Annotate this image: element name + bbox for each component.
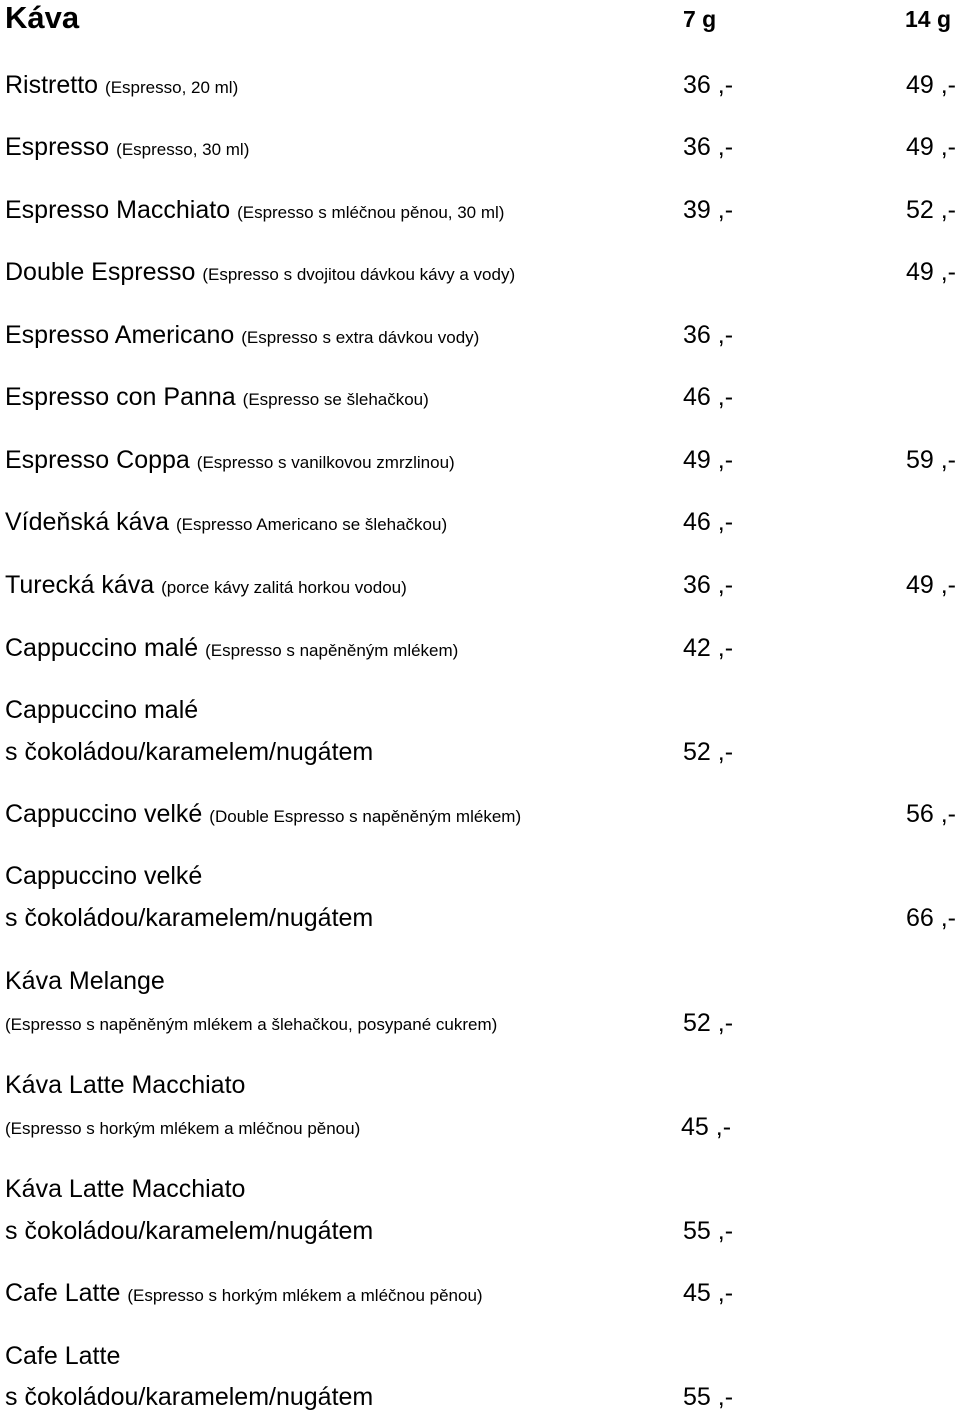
item-name: Cappuccino velké: [5, 862, 203, 890]
item-name: Káva Latte Macchiato: [5, 1175, 246, 1203]
menu-item-kava-latte-macchiato: [0, 1070, 960, 1144]
item-description: (Espresso Americano se šlehačkou): [175, 515, 448, 534]
item-variant: s čokoládou/karamelem/nugátem: [5, 1217, 374, 1245]
price-14g: 49 ,-: [905, 258, 956, 286]
menu-item-cappuccino-male-choco: [0, 695, 960, 769]
menu-item-double-espresso: [0, 257, 960, 289]
menu-item-cappuccino-male: [0, 633, 960, 665]
price-7g: 55 ,-: [683, 1383, 734, 1411]
price-7g: 46 ,-: [683, 508, 734, 536]
item-description: (porce kávy zalitá horkou vodou): [161, 578, 407, 597]
menu-item-espresso: [0, 132, 960, 164]
item-description: (Espresso se šlehačkou): [242, 390, 429, 409]
column-header-14g: 14 g: [904, 6, 951, 32]
price-14g: 52 ,-: [905, 196, 956, 224]
item-variant: s čokoládou/karamelem/nugátem: [5, 738, 374, 766]
menu-item-cappuccino-velke: [0, 799, 960, 831]
item-name: Káva Latte Macchiato: [5, 1071, 246, 1099]
item-name: Cappuccino malé: [5, 696, 199, 724]
menu-item-kava-melange: [0, 966, 960, 1040]
column-header-7g: 7 g: [683, 6, 717, 32]
price-7g: 39 ,-: [683, 196, 734, 224]
item-description: (Espresso s extra dávkou vody): [241, 328, 480, 347]
menu-item-espresso-macchiato: [0, 195, 960, 227]
item-name: Cafe Latte: [5, 1279, 121, 1307]
price-14g: 49 ,-: [905, 133, 956, 161]
price-7g: 52 ,-: [683, 1009, 734, 1037]
item-description: (Espresso s dvojitou dávkou kávy a vody): [202, 265, 516, 284]
price-7g: 52 ,-: [683, 738, 734, 766]
item-description: (Espresso, 20 ml): [105, 78, 239, 97]
price-7g: 45 ,-: [681, 1113, 732, 1141]
price-14g: 66 ,-: [905, 904, 956, 932]
item-description: (Espresso, 30 ml): [116, 140, 250, 159]
menu-item-espresso-americano: [0, 320, 960, 352]
item-description: (Espresso s mléčnou pěnou, 30 ml): [237, 203, 505, 222]
item-name: Espresso: [5, 133, 110, 161]
item-description: (Espresso s napěněným mlékem a šlehačkou, posypané cukrem): [5, 1015, 498, 1034]
item-description: (Espresso s horkým mlékem a mléčnou pěnou): [127, 1286, 483, 1305]
menu-item-espresso-con-panna: [0, 382, 960, 414]
page-title: Káva: [5, 0, 80, 35]
menu-item-espresso-coppa: [0, 445, 960, 477]
item-name: Turecká káva: [5, 571, 155, 599]
item-description: (Espresso s napěněným mlékem): [205, 641, 459, 660]
menu-header: [0, 0, 960, 40]
item-name: Espresso Macchiato: [5, 196, 231, 224]
price-7g: 36 ,-: [683, 571, 734, 599]
price-14g: 49 ,-: [905, 571, 956, 599]
menu-item-cafe-latte: [0, 1278, 960, 1310]
menu-item-ristretto: [0, 70, 960, 102]
price-7g: 42 ,-: [683, 634, 734, 662]
price-14g: 56 ,-: [905, 800, 956, 828]
menu-item-cappuccino-velke-choco: [0, 861, 960, 935]
price-14g: 59 ,-: [905, 446, 956, 474]
item-description: (Double Espresso s napěněným mlékem): [209, 807, 522, 826]
item-name: Espresso Americano: [5, 321, 235, 349]
price-14g: 49 ,-: [905, 71, 956, 99]
menu-item-videnska-kava: [0, 507, 960, 539]
item-variant: s čokoládou/karamelem/nugátem: [5, 1383, 374, 1411]
item-name: Cappuccino velké: [5, 800, 203, 828]
item-name: Espresso Coppa: [5, 446, 190, 474]
item-description: (Espresso s vanilkovou zmrzlinou): [196, 453, 455, 472]
price-7g: 45 ,-: [683, 1279, 734, 1307]
item-name: Vídeňská káva: [5, 508, 169, 536]
price-7g: 36 ,-: [683, 71, 734, 99]
item-name: Espresso con Panna: [5, 383, 236, 411]
menu-item-cafe-latte-choco: [0, 1341, 960, 1413]
price-7g: 36 ,-: [683, 321, 734, 349]
price-7g: 55 ,-: [683, 1217, 734, 1245]
item-name: Double Espresso: [5, 258, 196, 286]
item-variant: s čokoládou/karamelem/nugátem: [5, 904, 374, 932]
price-7g: 46 ,-: [683, 383, 734, 411]
menu-item-turecka-kava: [0, 570, 960, 602]
item-name: Cafe Latte: [5, 1342, 121, 1370]
menu-item-kava-latte-macchiato-choco: [0, 1174, 960, 1248]
item-name: Cappuccino malé: [5, 634, 199, 662]
item-name: Ristretto: [5, 71, 99, 99]
price-7g: 36 ,-: [683, 133, 734, 161]
item-name: Káva Melange: [5, 967, 165, 995]
item-description: (Espresso s horkým mlékem a mléčnou pěnou): [5, 1119, 361, 1138]
price-7g: 49 ,-: [683, 446, 734, 474]
